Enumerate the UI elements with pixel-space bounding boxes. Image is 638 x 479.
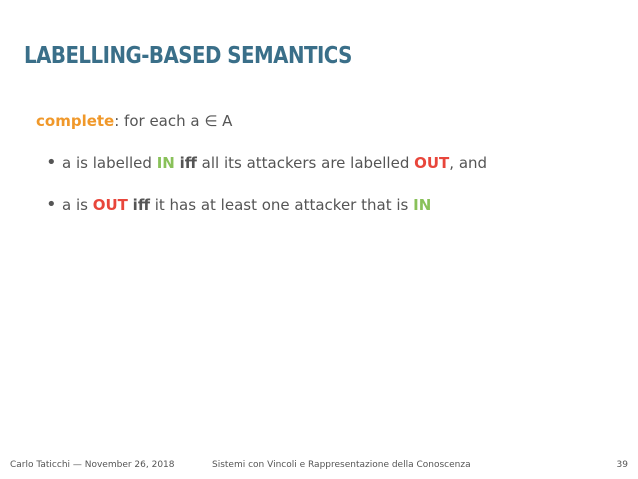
footer-course-title: Sistemi con Vincoli e Rappresentazione della Conoscenza — [212, 460, 471, 470]
definition-line — [36, 112, 232, 130]
iff-keyword: iff — [179, 154, 197, 172]
bullet-text-post: , and — [449, 154, 488, 172]
bullet-text-pre: a is labelled — [62, 154, 157, 172]
label-out: OUT — [92, 196, 128, 214]
bullet-text-pre: a is — [62, 196, 93, 214]
bullet-item-out — [46, 196, 431, 214]
label-in: IN — [413, 196, 432, 214]
bullet-dot-icon: • — [46, 194, 57, 215]
iff-keyword: iff — [132, 196, 150, 214]
bullet-text-mid: all its attackers are labelled — [196, 154, 415, 172]
bullet-text-mid: it has at least one attacker that is — [149, 196, 414, 214]
complete-term: complete — [36, 112, 115, 130]
label-in: IN — [156, 154, 175, 172]
footer-page-number: 39 — [616, 460, 628, 470]
footer-author-date: Carlo Taticchi — November 26, 2018 — [10, 460, 175, 470]
bullet-dot-icon: • — [46, 152, 57, 173]
label-out: OUT — [414, 154, 450, 172]
slide-title: LABELLING-BASED SEMANTICS — [24, 43, 352, 69]
bullet-item-in — [46, 154, 487, 172]
definition-rest: : for each a ∈ A — [114, 112, 233, 130]
